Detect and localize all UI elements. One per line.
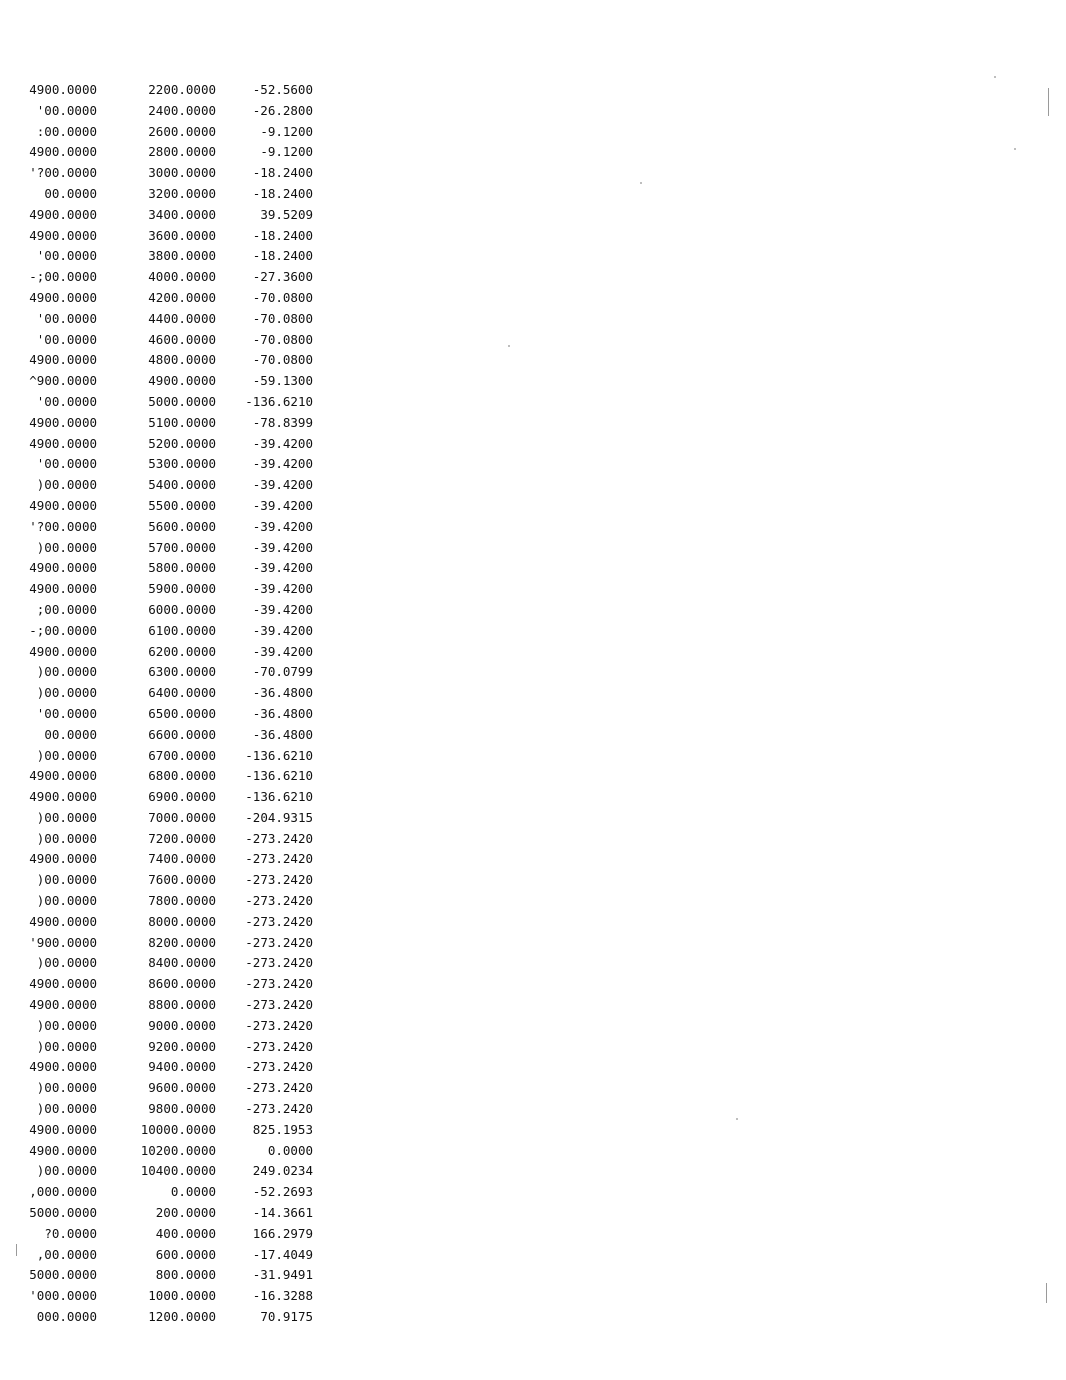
col-2-value: 9800.0000 [148,1101,216,1117]
col-3-value: -14.3661 [252,1205,313,1221]
col-2-value: 4400.0000 [148,310,216,326]
col-1-value: 000.0000 [36,1309,97,1325]
col-1-value: 5000.0000 [29,1267,97,1283]
col-3-value: -70.0800 [252,331,313,347]
col-2-value: 4900.0000 [148,373,216,389]
col-1-value: ;00.0000 [36,601,97,617]
scan-edge-mark [1048,88,1049,116]
col-3-value: -39.4200 [252,622,313,638]
col-2-value: 7600.0000 [148,872,216,888]
col-3-value: -273.2420 [245,1038,313,1054]
col-1-value: 4900.0000 [29,581,97,597]
col-3-value: -273.2420 [245,1059,313,1075]
col-2-value: 400.0000 [155,1225,216,1241]
col-1-value: 4900.0000 [29,144,97,160]
col-1-value: 00.0000 [44,185,97,201]
col-1-value: )00.0000 [36,539,97,555]
col-1-value: )00.0000 [36,477,97,493]
col-3-value: -136.6210 [245,789,313,805]
scan-speck [994,76,996,78]
col-3-value: -39.4200 [252,643,313,659]
col-2-value: 3200.0000 [148,185,216,201]
col-2-value: 6000.0000 [148,601,216,617]
col-3-value: -273.2420 [245,913,313,929]
col-2-value: 2800.0000 [148,144,216,160]
col-2-value: 2400.0000 [148,102,216,118]
col-1-value: 4900.0000 [29,789,97,805]
col-2-value: 7200.0000 [148,830,216,846]
col-1-value: 4900.0000 [29,82,97,97]
col-1-value: :00.0000 [36,123,97,139]
col-1-value: '00.0000 [36,331,97,347]
col-3-value: -78.8399 [252,414,313,430]
col-2-value: 6400.0000 [148,685,216,701]
col-3-value: -273.2420 [245,997,313,1013]
col-1-value: )00.0000 [36,893,97,909]
col-2-value: 5600.0000 [148,518,216,534]
col-2-value: 6500.0000 [148,705,216,721]
col-1-value: '00.0000 [36,102,97,118]
col-1-value: ,00.0000 [36,1246,97,1262]
col-1-value: '00.0000 [36,705,97,721]
col-3-value: -70.0800 [252,310,313,326]
col-3-value: -26.2800 [252,102,313,118]
col-2-value: 9600.0000 [148,1080,216,1096]
col-2-value: 7800.0000 [148,893,216,909]
col-2-value: 4800.0000 [148,352,216,368]
col-3-value: -70.0799 [252,664,313,680]
col-3-value: -36.4800 [252,685,313,701]
col-1-value: 4900.0000 [29,1059,97,1075]
col-3-value: -39.4200 [252,581,313,597]
col-3-value: 166.2979 [252,1225,313,1241]
col-2-value: 800.0000 [155,1267,216,1283]
col-2-value: 600.0000 [155,1246,216,1262]
col-3-value: -273.2420 [245,1017,313,1033]
col-3-value: -36.4800 [252,705,313,721]
col-3-value: -39.4200 [252,477,313,493]
col-2-value: 8200.0000 [148,934,216,950]
col-3-value: -17.4049 [252,1246,313,1262]
col-2-value: 5300.0000 [148,456,216,472]
col-1-value: '00.0000 [36,393,97,409]
col-1-value: 4900.0000 [29,497,97,513]
col-3-value: -39.4200 [252,539,313,555]
col-1-value: '00.0000 [36,456,97,472]
col-3-value: 825.1953 [252,1121,313,1137]
col-3-value: -273.2420 [245,1101,313,1117]
col-2-value: 9400.0000 [148,1059,216,1075]
scan-edge-mark [1046,1283,1047,1303]
col-1-value: 4900.0000 [29,851,97,867]
col-1-value: 4900.0000 [29,435,97,451]
col-1-value: )00.0000 [36,1017,97,1033]
col-1-value: 4900.0000 [29,206,97,222]
col-1-value: -;00.0000 [29,269,97,285]
col-1-value: -;00.0000 [29,622,97,638]
col-2-value: 6600.0000 [148,726,216,742]
col-3-value: -9.1200 [260,123,313,139]
col-2-value: 5900.0000 [148,581,216,597]
col-1-value: )00.0000 [36,1038,97,1054]
col-1-value: )00.0000 [36,872,97,888]
col-2-value: 9200.0000 [148,1038,216,1054]
scan-speck [1014,148,1016,150]
col-3-value: -18.2400 [252,248,313,264]
col-3-value: -31.9491 [252,1267,313,1283]
col-2-value: 6700.0000 [148,747,216,763]
col-3-value: -273.2420 [245,934,313,950]
col-3-value: -136.6210 [245,393,313,409]
col-2-value: 5800.0000 [148,560,216,576]
col-1-value: )00.0000 [36,809,97,825]
col-1-value: )00.0000 [36,955,97,971]
col-2-value: 3800.0000 [148,248,216,264]
col-2-value: 5500.0000 [148,497,216,513]
col-3-value: -273.2420 [245,893,313,909]
col-1-value: 4900.0000 [29,976,97,992]
col-1-value: '00.0000 [36,248,97,264]
col-1-value: 4900.0000 [29,643,97,659]
col-3-value: -273.2420 [245,872,313,888]
scan-speck [508,345,510,347]
col-3-value: -204.9315 [245,809,313,825]
col-2-value: 6800.0000 [148,768,216,784]
col-2-value: 6200.0000 [148,643,216,659]
col-3-value: 39.5209 [260,206,313,222]
col-1-value: '000.0000 [29,1288,97,1304]
col-3-value: -39.4200 [252,601,313,617]
col-3-value: -59.1300 [252,373,313,389]
col-1-value: 4900.0000 [29,768,97,784]
col-3-value: 249.0234 [252,1163,313,1179]
col-3-value: -273.2420 [245,851,313,867]
col-2-value: 3600.0000 [148,227,216,243]
col-2-value: 4200.0000 [148,289,216,305]
col-2-value: 5100.0000 [148,414,216,430]
col-3-value: -36.4800 [252,726,313,742]
col-1-value: '?00.0000 [29,165,97,181]
col-1-value: 4900.0000 [29,1121,97,1137]
col-3-value: -273.2420 [245,955,313,971]
col-3-value: -18.2400 [252,227,313,243]
col-2-value: 6900.0000 [148,789,216,805]
col-1-value: 4900.0000 [29,289,97,305]
col-1-value: ,000.0000 [29,1184,97,1200]
col-1-value: 4900.0000 [29,414,97,430]
col-2-value: 6100.0000 [148,622,216,638]
col-3-value: -39.4200 [252,497,313,513]
col-1-value: 4900.0000 [29,560,97,576]
col-2-value: 4600.0000 [148,331,216,347]
col-3-value: -273.2420 [245,830,313,846]
col-1-value: 4900.0000 [29,352,97,368]
scan-speck [640,182,642,184]
col-1-value: 5000.0000 [29,1205,97,1221]
col-2-value: 10000.0000 [140,1121,216,1137]
col-2-value: 0.0000 [170,1184,216,1200]
col-1-value: ^900.0000 [29,373,97,389]
col-3-value: -18.2400 [252,165,313,181]
col-2-value: 5200.0000 [148,435,216,451]
col-1-value: )00.0000 [36,1163,97,1179]
col-2-value: 6300.0000 [148,664,216,680]
col-3-value: -39.4200 [252,518,313,534]
col-3-value: 0.0000 [267,1142,313,1158]
col-2-value: 200.0000 [155,1205,216,1221]
col-2-value: 10200.0000 [140,1142,216,1158]
col-3-value: -18.2400 [252,185,313,201]
col-3-value: -136.6210 [245,768,313,784]
col-1-value: )00.0000 [36,747,97,763]
col-1-value: )00.0000 [36,685,97,701]
col-2-value: 1200.0000 [148,1309,216,1325]
col-2-value: 5400.0000 [148,477,216,493]
col-1-value: 4900.0000 [29,913,97,929]
col-2-value: 5700.0000 [148,539,216,555]
col-2-value: 8800.0000 [148,997,216,1013]
col-3-value: -136.6210 [245,747,313,763]
col-1-value: 4900.0000 [29,227,97,243]
col-3-value: -70.0800 [252,352,313,368]
col-3-value: 70.9175 [260,1309,313,1325]
col-2-value: 4000.0000 [148,269,216,285]
col-2-value: 8000.0000 [148,913,216,929]
col-2-value: 3400.0000 [148,206,216,222]
col-3-value: -273.2420 [245,1080,313,1096]
col-2-value: 5000.0000 [148,393,216,409]
col-2-value: 10400.0000 [140,1163,216,1179]
col-1-value: )00.0000 [36,664,97,680]
col-2-value: 7000.0000 [148,809,216,825]
col-2-value: 2600.0000 [148,123,216,139]
col-2-value: 8400.0000 [148,955,216,971]
col-2-value: 1000.0000 [148,1288,216,1304]
col-1-value: '00.0000 [36,310,97,326]
col-2-value: 9000.0000 [148,1017,216,1033]
col-2-value: 8600.0000 [148,976,216,992]
col-1-value: )00.0000 [36,1101,97,1117]
col-3-value: -39.4200 [252,560,313,576]
col-1-value: '?00.0000 [29,518,97,534]
col-1-value: '900.0000 [29,934,97,950]
scan-edge-mark [16,1244,17,1256]
col-1-value: )00.0000 [36,1080,97,1096]
col-3-value: -39.4200 [252,456,313,472]
col-2-value: 3000.0000 [148,165,216,181]
col-3-value: -16.3288 [252,1288,313,1304]
col-3-value: -27.3600 [252,269,313,285]
col-3-value: -273.2420 [245,976,313,992]
col-2-value: 7400.0000 [148,851,216,867]
col-1-value: 00.0000 [44,726,97,742]
col-3-value: -39.4200 [252,435,313,451]
col-1-value: ?0.0000 [44,1225,97,1241]
col-1-value: 4900.0000 [29,997,97,1013]
col-3-value: -52.5600 [252,82,313,97]
scan-speck [736,1118,738,1120]
col-3-value: -52.2693 [252,1184,313,1200]
col-3-value: -9.1200 [260,144,313,160]
col-2-value: 2200.0000 [148,82,216,97]
col-3-value: -70.0800 [252,289,313,305]
col-1-value: 4900.0000 [29,1142,97,1158]
col-1-value: )00.0000 [36,830,97,846]
